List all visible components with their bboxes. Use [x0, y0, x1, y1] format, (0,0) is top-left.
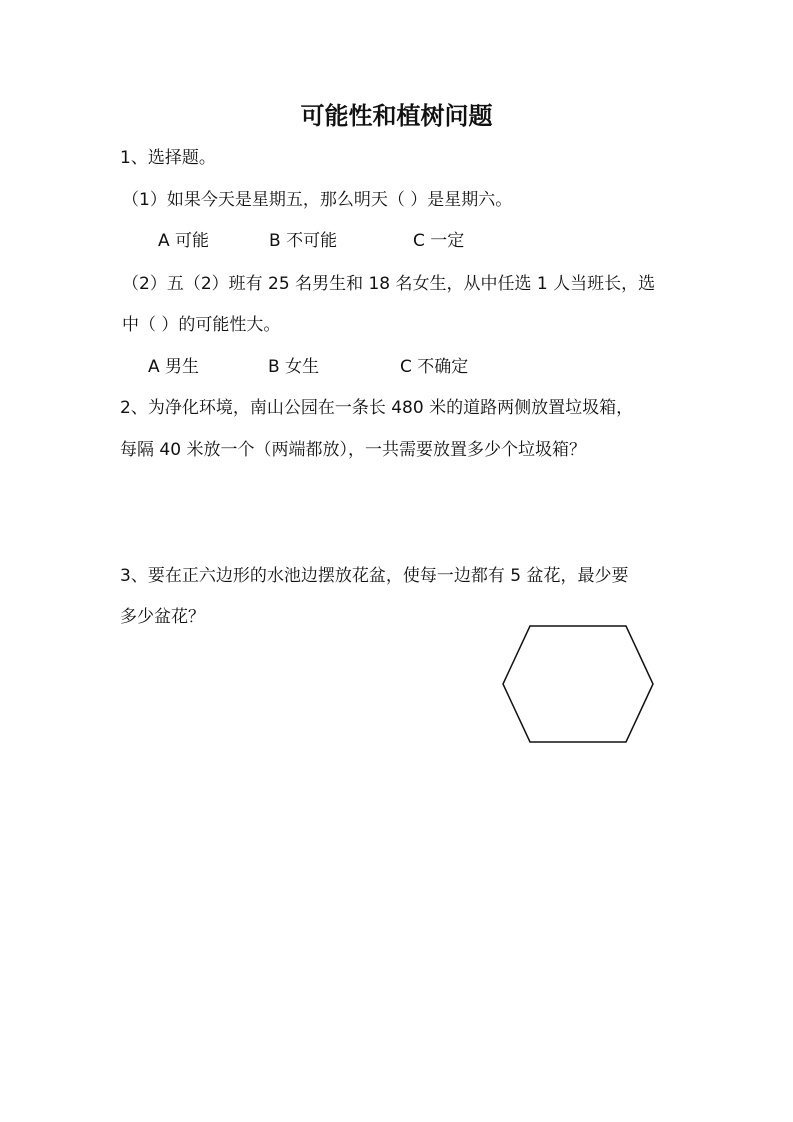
hexagon-figure — [500, 624, 656, 744]
option-1-1-b: B 不可能 — [269, 231, 338, 251]
option-1-1-a: A 可能 — [158, 231, 210, 251]
question-1-2-line1: （2）五（2）班有 25 名男生和 18 名女生，从中任选 1 人当班长，选 — [122, 274, 656, 294]
option-1-1-c: C 一定 — [413, 231, 465, 251]
option-1-2-b: B 女生 — [268, 357, 320, 377]
question-3-line2: 多少盆花？ — [120, 607, 205, 627]
hexagon-shape — [503, 626, 653, 742]
question-2-line2: 每隔 40 米放一个（两端都放），一共需要放置多少个垃圾箱？ — [120, 440, 586, 460]
question-1-2-line2: 中（ ）的可能性大。 — [122, 315, 281, 335]
question-3-line1: 3、要在正六边形的水池边摆放花盆，使每一边都有 5 盆花，最少要 — [120, 566, 629, 586]
question-2-line1: 2、为净化环境，南山公园在一条长 480 米的道路两侧放置垃圾箱， — [120, 398, 634, 418]
option-1-2-c: C 不确定 — [400, 357, 469, 377]
page-title: 可能性和植树问题 — [300, 101, 493, 130]
question-1-heading: 1、选择题。 — [120, 148, 216, 168]
question-1-1-text: （1）如果今天是星期五，那么明天（ ）是星期六。 — [122, 190, 513, 210]
option-1-2-a: A 男生 — [148, 357, 200, 377]
